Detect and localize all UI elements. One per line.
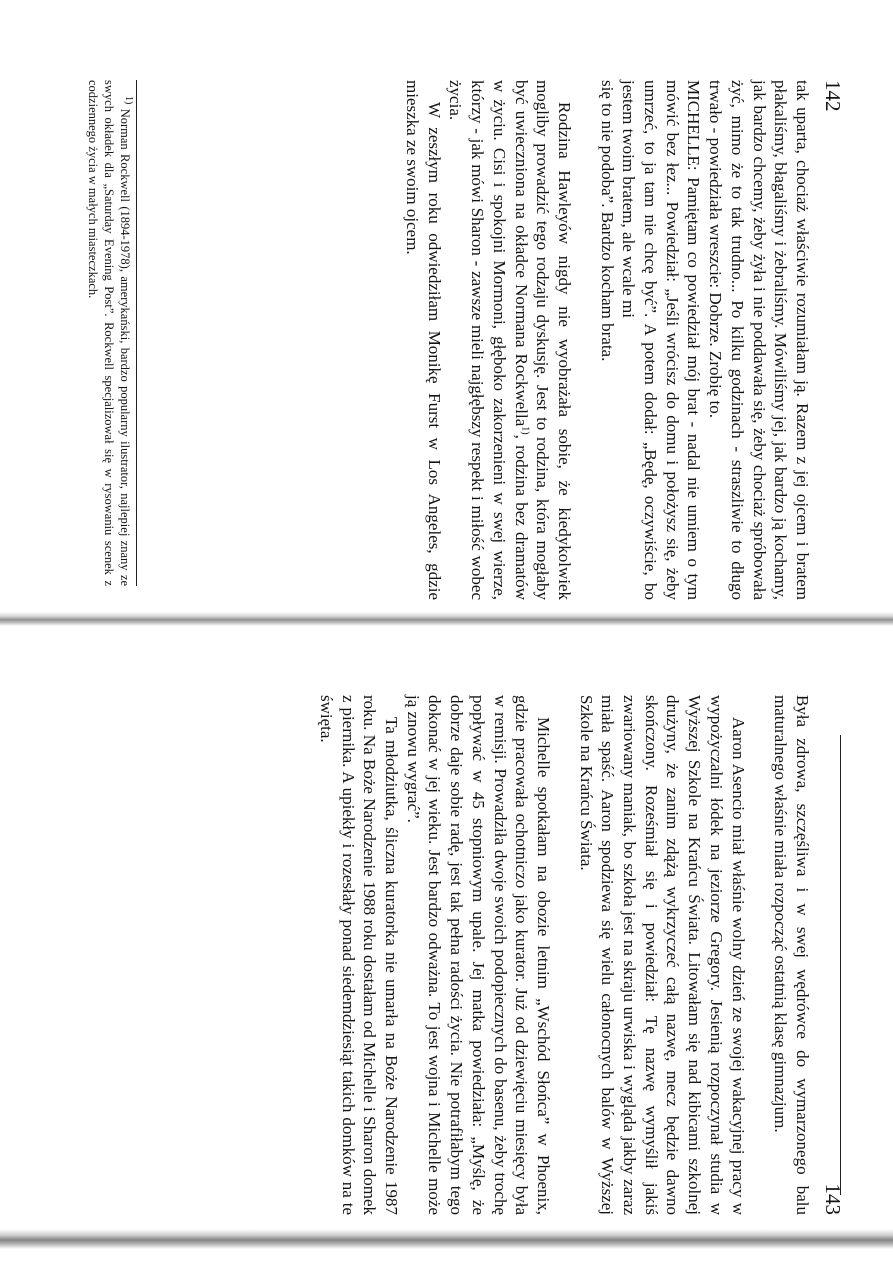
scan-edge-band: [0, 1229, 893, 1249]
paragraph-text: Rodzina Hawleyów nigdy nie wyobrażała sobie, że kiedykolwiek mogliby prowadzić tego rodzaju dyskusję. Jest to rodzina, która mogłaby być uwieczniona na okładce Normana Rockwella: [511, 80, 574, 600]
footnote-mark: 1): [123, 96, 135, 105]
page-number: 143: [821, 1183, 845, 1215]
body-text: [315, 695, 813, 1215]
paragraph: Była zdrowa, szczęśliwa i w swej wędrówce do wymarzonego balu maturalnego właśnie miała rozpocząć ostatnią klasę gimnazjum.: [771, 695, 812, 1215]
paragraph: Aaron Asencio miał właśnie wolny dzień ze swojej wakacyjnej pracy w wypożyczalni łódek na jeziorze Gregory. Jesienią rozpoczynał studia w Wyższej Szkole na Krańcu Świata. Litowałam się nad kibicami szkolnej drużyny, że zanim zdążą wykrzyczeć całą nazwę, mecz będzie dawno skończony. Roześmiał się i powiedział: Tę nazwę wymyślił jakiś zwariowany maniak, bo szkoła jest na skraju urwiska i wygląda jakby zaraz miała spaść. Aaron spodziewa się wielu całonocnych balów w Wyższej Szkole na Krańcu Świata.: [576, 695, 748, 1215]
body-text: [401, 80, 813, 600]
paragraph-text: , rodzina bez dramatów w życiu. Cisi i spokojni Mormoni, głęboko zakorzenieni w swej wierze, którzy - jak mówi Sharon - zawsze mieli najgłębszy respekt i miłość wobec życia.: [446, 80, 531, 600]
paragraph: W zeszłym roku odwiedziłam Monikę Furst w Los Angeles, gdzie mieszka ze swoim ojcem.: [403, 80, 444, 600]
footnote: [85, 80, 133, 586]
paragraph-text: się to nie podoba”. Bardzo kocham brata.: [597, 80, 617, 362]
page-divider: [840, 735, 841, 1195]
paragraph: MICHELLE: Pamiętam co powiedział mój brat - nadal nie umiem o tym mówić bez łez... Powiedział: „Jeśli wrócisz do domu i położysz się, żeby umrzeć, to ja tam nie chcę być”. A potem dodał: „Będę, oczywiście, bo jestem twoim bratem, ale wcale mi: [619, 80, 704, 600]
footnote-text: Norman Rockwell (1894-1978), amerykański, bardzo popularny ilustrator, najlepiej znany ze swych okładek dla „Saturday Evening Post”. Rockwell specjalizował się w rysowaniu scenek z codziennego życia w małych miasteczkach.: [86, 80, 132, 586]
left-page: [86, 80, 845, 630]
paragraph: [445, 80, 575, 600]
paragraph: Michelle spotkałam na obozie letnim „Wschód Słońca” w Phoenix, gdzie pracowała ochotniczo jako kurator. Już od dziewięciu miesięcy była w remisji. Prowadziła dwoje swoich podopiecznych do basenu, żeby trochę popływać w 45 stopniowym upale. Jej matka powiedziała: „Myślę, że dobrze daje sobie radę, jest tak pełna radości życia. Nie potrafiłabym tego dokonać w jej wieku. Jest bardzo odważna. To jest wojna i Michelle może ją znowu wygrać”.: [403, 695, 553, 1215]
paragraph: Ta młodziutka, śliczna kuratorka nie umarła na Boże Narodzenie 1987 roku. Na Boże Narodzenie 1988 roku dostałam od Michelle i Sharon domek z piernika. A upiekły i rozesłały ponad siedemdziesiąt takich domków na te święta.: [316, 695, 402, 1215]
page-number: 142: [821, 80, 845, 112]
right-page: [115, 665, 845, 1215]
footnote-divider: [136, 80, 137, 586]
paragraph: tak uparta, chociaż właściwie rozumiałam ją. Razem z jej ojcem i bratem płakaliśmy, błagaliśmy i żebraliśmy. Mówiliśmy jej, jak bardzo ją kochamy, jak bardzo chcemy, żeby żyła i nie poddawała się, żeby chociaż spróbowała żyć, mimo że to tak trudno... Po kilku godzinach - straszliwie to długo trwało - powiedziała wreszcie: Dobrze. Zrobię to.: [706, 80, 812, 600]
footnote-reference: 1): [519, 426, 531, 435]
paragraph: [596, 80, 618, 600]
